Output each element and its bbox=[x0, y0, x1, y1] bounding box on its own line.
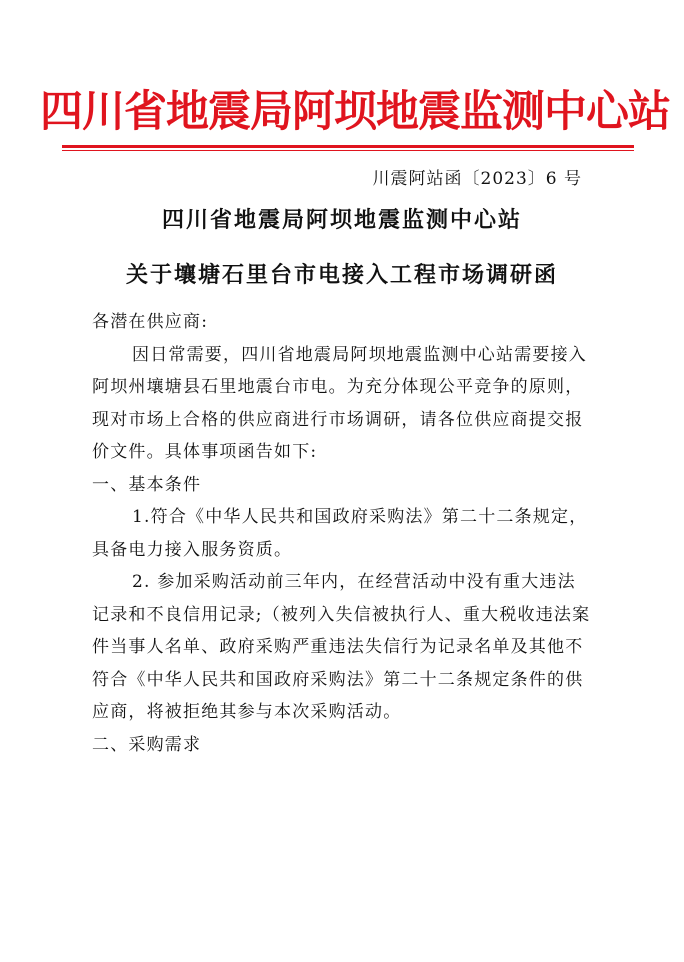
salutation: 各潜在供应商: bbox=[92, 312, 209, 332]
condition-item-1: 1.符合《中华人民共和国政府采购法》第二十二条规定，具备电力接入服务资质。 bbox=[92, 507, 588, 560]
condition-item-2: 2. 参加采购活动前三年内，在经营活动中没有重大违法记录和不良信用记录;（被列入失信被执行人、重大税收违法案件当事人名单、政府采购严重违法失信行为记录名单及其他不符合《中华人民共和国政府采购法》第二十二条规定条件的供应商，将被拒绝其参与本次采购活动。 bbox=[92, 572, 591, 722]
letterhead-rule-thick bbox=[62, 145, 634, 148]
intro-paragraph: 因日常需要，四川省地震局阿坝地震监测中心站需要接入阿坝州壤塘县石里地震台市电。为充分体现公平竞争的原则，现对市场上合格的供应商进行市场调研，请各位供应商提交报价文件。具体事项函告如下: bbox=[92, 344, 587, 462]
letterhead-title: 四川省地震局阿坝地震监测中心站 bbox=[40, 87, 670, 137]
section-heading-procurement-needs: 二、采购需求 bbox=[92, 734, 202, 755]
document-number: 川震阿站函〔2023〕6 号 bbox=[372, 169, 582, 189]
document-title-line-1: 四川省地震局阿坝地震监测中心站 bbox=[161, 207, 522, 233]
document-title-line-2: 关于壤塘石里台市电接入工程市场调研函 bbox=[125, 262, 558, 288]
letterhead-rule-thin bbox=[62, 150, 634, 151]
document-body bbox=[92, 306, 592, 761]
section-heading-basic-conditions: 一、基本条件 bbox=[92, 474, 202, 495]
